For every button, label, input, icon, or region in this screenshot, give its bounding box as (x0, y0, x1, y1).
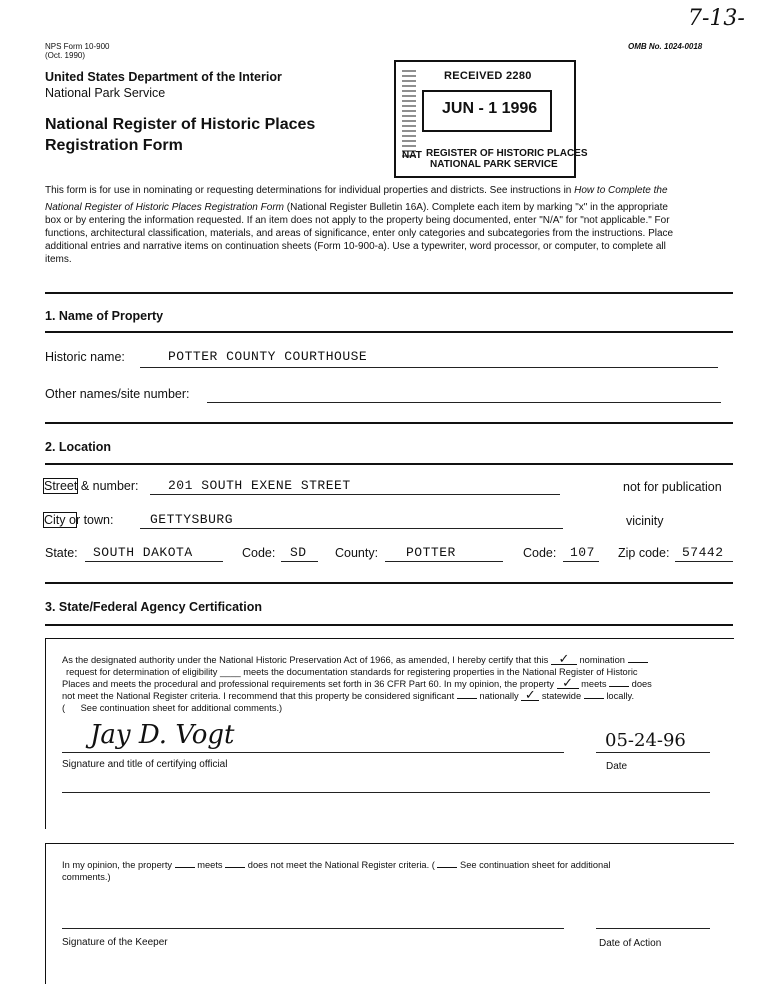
cert-line5: ( See continuation sheet for additional comments.) (62, 703, 283, 713)
county-code-value[interactable]: 107 (570, 545, 595, 560)
cert-does: does (631, 679, 652, 689)
street-line (150, 494, 560, 495)
cert-line3: Places and meets the procedural and professional requirements set forth in 36 CFR Part 60. In my opinion, the property (62, 679, 554, 689)
vicinity: vicinity (626, 514, 664, 528)
street-label (44, 479, 139, 493)
instructions-line2: (National Register Bulletin 16A). Complete each item by marking "x" in the appropriate (283, 202, 668, 213)
statewide-check-icon[interactable]: ✓ (521, 690, 539, 701)
state-code-label: Code: (242, 546, 276, 560)
keeper-line1: In my opinion, the property (62, 860, 173, 870)
stamp-texture (402, 70, 416, 160)
divider (45, 463, 733, 465)
meets-check-icon[interactable]: ✓ (557, 678, 579, 689)
zip-value[interactable]: 57442 (682, 545, 724, 560)
certifying-signature: Jay D. Vogt (90, 720, 235, 750)
instructions-form-ref: National Register of Historic Places Registration Form (45, 202, 284, 213)
form-number: NPS Form 10-900 (45, 42, 110, 51)
keeper-date-line (596, 928, 710, 929)
cert-locally: locally. (606, 691, 635, 701)
cert-nationally: nationally (479, 691, 519, 701)
street-label-boxed: Street (44, 479, 78, 493)
handwritten-number: 7-13- (688, 6, 745, 31)
keeper-does-not-meet: does not meet the National Register criteria. ( (247, 860, 435, 870)
keeper-continuation: See continuation sheet for additional (460, 860, 611, 870)
keeper-meets: meets (197, 860, 223, 870)
cert-meets: meets (581, 679, 607, 689)
locally-blank[interactable] (584, 698, 604, 699)
department: United States Department of the Interior (45, 70, 282, 84)
zip-label: Zip code: (618, 546, 670, 560)
county-label: County: (335, 546, 379, 560)
signature-line (62, 752, 564, 753)
date-line (596, 752, 710, 753)
state-code-value[interactable]: SD (290, 545, 307, 560)
certification-text (62, 651, 742, 714)
state-label: State: (45, 546, 78, 560)
cert-line1: As the designated authority under the National Historic Preservation Act of 1966, as amended, I hereby certify that this (62, 655, 549, 665)
stamp-nat: NAT (402, 150, 422, 161)
city-value[interactable]: GETTYSBURG (150, 512, 234, 527)
city-line (140, 528, 563, 529)
county-line (385, 561, 503, 562)
historic-name-line (140, 367, 718, 368)
instructions-line6: items. (45, 254, 72, 265)
historic-name-value[interactable]: POTTER COUNTY COURTHOUSE (168, 349, 368, 364)
cert-nomination: nomination (579, 655, 625, 665)
county-value[interactable]: POTTER (406, 545, 456, 560)
instructions-line1: This form is for use in nominating or requesting determinations for individual properties and districts. See instructions in (45, 185, 575, 196)
section2-heading: 2. Location (45, 440, 111, 454)
other-names-line (207, 402, 721, 403)
instructions-line3: box or by entering the information requested. If an item does not apply to the property being documented, enter "N/A" for "not applicable." For (45, 215, 670, 226)
keeper-date-label: Date of Action (599, 938, 662, 949)
section1-heading: 1. Name of Property (45, 309, 164, 323)
cert-line2: request for determination of eligibility ____ meets the documentation standards for registering properties in the National Register of Historic (66, 667, 638, 677)
state-code-line (281, 561, 318, 562)
divider (45, 624, 733, 626)
other-names-label: Other names/site number: (45, 387, 190, 401)
not-for-publication: not for publication (623, 480, 722, 494)
state-line (85, 561, 223, 562)
city-label-rest: r town: (75, 513, 114, 527)
historic-name-label: Historic name: (45, 350, 125, 364)
instructions-title-ref: How to Complete the (574, 185, 668, 196)
nationally-blank[interactable] (457, 698, 477, 699)
keeper-signature-label: Signature of the Keeper (62, 937, 168, 948)
county-code-label: Code: (523, 546, 557, 560)
county-code-line (563, 561, 599, 562)
city-label-boxed: City o (44, 513, 76, 527)
signature-title-label: Signature and title of certifying official (62, 759, 228, 770)
state-value[interactable]: SOUTH DAKOTA (93, 545, 193, 560)
stamp-park: NATIONAL PARK SERVICE (430, 159, 558, 170)
nomination-check-icon[interactable]: ✓ (551, 654, 577, 665)
stamp-received: RECEIVED 2280 (444, 70, 532, 82)
instructions-line5: additional entries and narrative items on continuation sheets (Form 10-900-a). Use a typewriter, word processor, or computer, to complete all (45, 241, 666, 252)
keeper-meets-blank[interactable] (175, 867, 195, 868)
stamp-date: JUN - 1 1996 (442, 100, 538, 117)
stamp-date-box (422, 90, 552, 132)
stamp-register: REGISTER OF HISTORIC PLACES (426, 148, 588, 159)
divider (45, 582, 733, 584)
keeper-line2: comments.) (62, 872, 111, 882)
divider (45, 422, 733, 424)
keeper-text (62, 859, 732, 883)
cert-statewide: statewide (541, 691, 582, 701)
street-value[interactable]: 201 SOUTH EXENE STREET (168, 478, 351, 493)
keeper-continuation-blank[interactable] (437, 867, 457, 868)
service: National Park Service (45, 86, 166, 100)
cert-line4: not meet the National Register criteria. I recommend that this property be considered significant (62, 691, 455, 701)
state-agency-line (62, 792, 710, 793)
date-label: Date (606, 761, 628, 772)
instructions (45, 184, 735, 266)
section3-heading: 3. State/Federal Agency Certification (45, 600, 262, 614)
street-label-rest: & number: (77, 479, 139, 493)
zip-line (675, 561, 733, 562)
certification-date: 05-24-96 (605, 730, 686, 751)
received-stamp (394, 60, 588, 178)
does-not-meet-blank[interactable] (609, 686, 629, 687)
omb-number: OMB No. 1024-0018 (628, 42, 703, 51)
instructions-line4: functions, architectural classification, materials, and areas of significance, enter only categories and subcategories from the instructions. Place (45, 228, 674, 239)
form-date: (Oct. 1990) (45, 51, 86, 60)
divider (45, 331, 733, 333)
form-title-line2: Registration Form (45, 137, 183, 154)
city-label (44, 513, 113, 527)
form-title-line1: National Register of Historic Places (45, 116, 316, 133)
divider (45, 292, 733, 294)
request-blank[interactable] (628, 662, 648, 663)
keeper-not-meet-blank[interactable] (225, 867, 245, 868)
keeper-signature-line (62, 928, 564, 929)
